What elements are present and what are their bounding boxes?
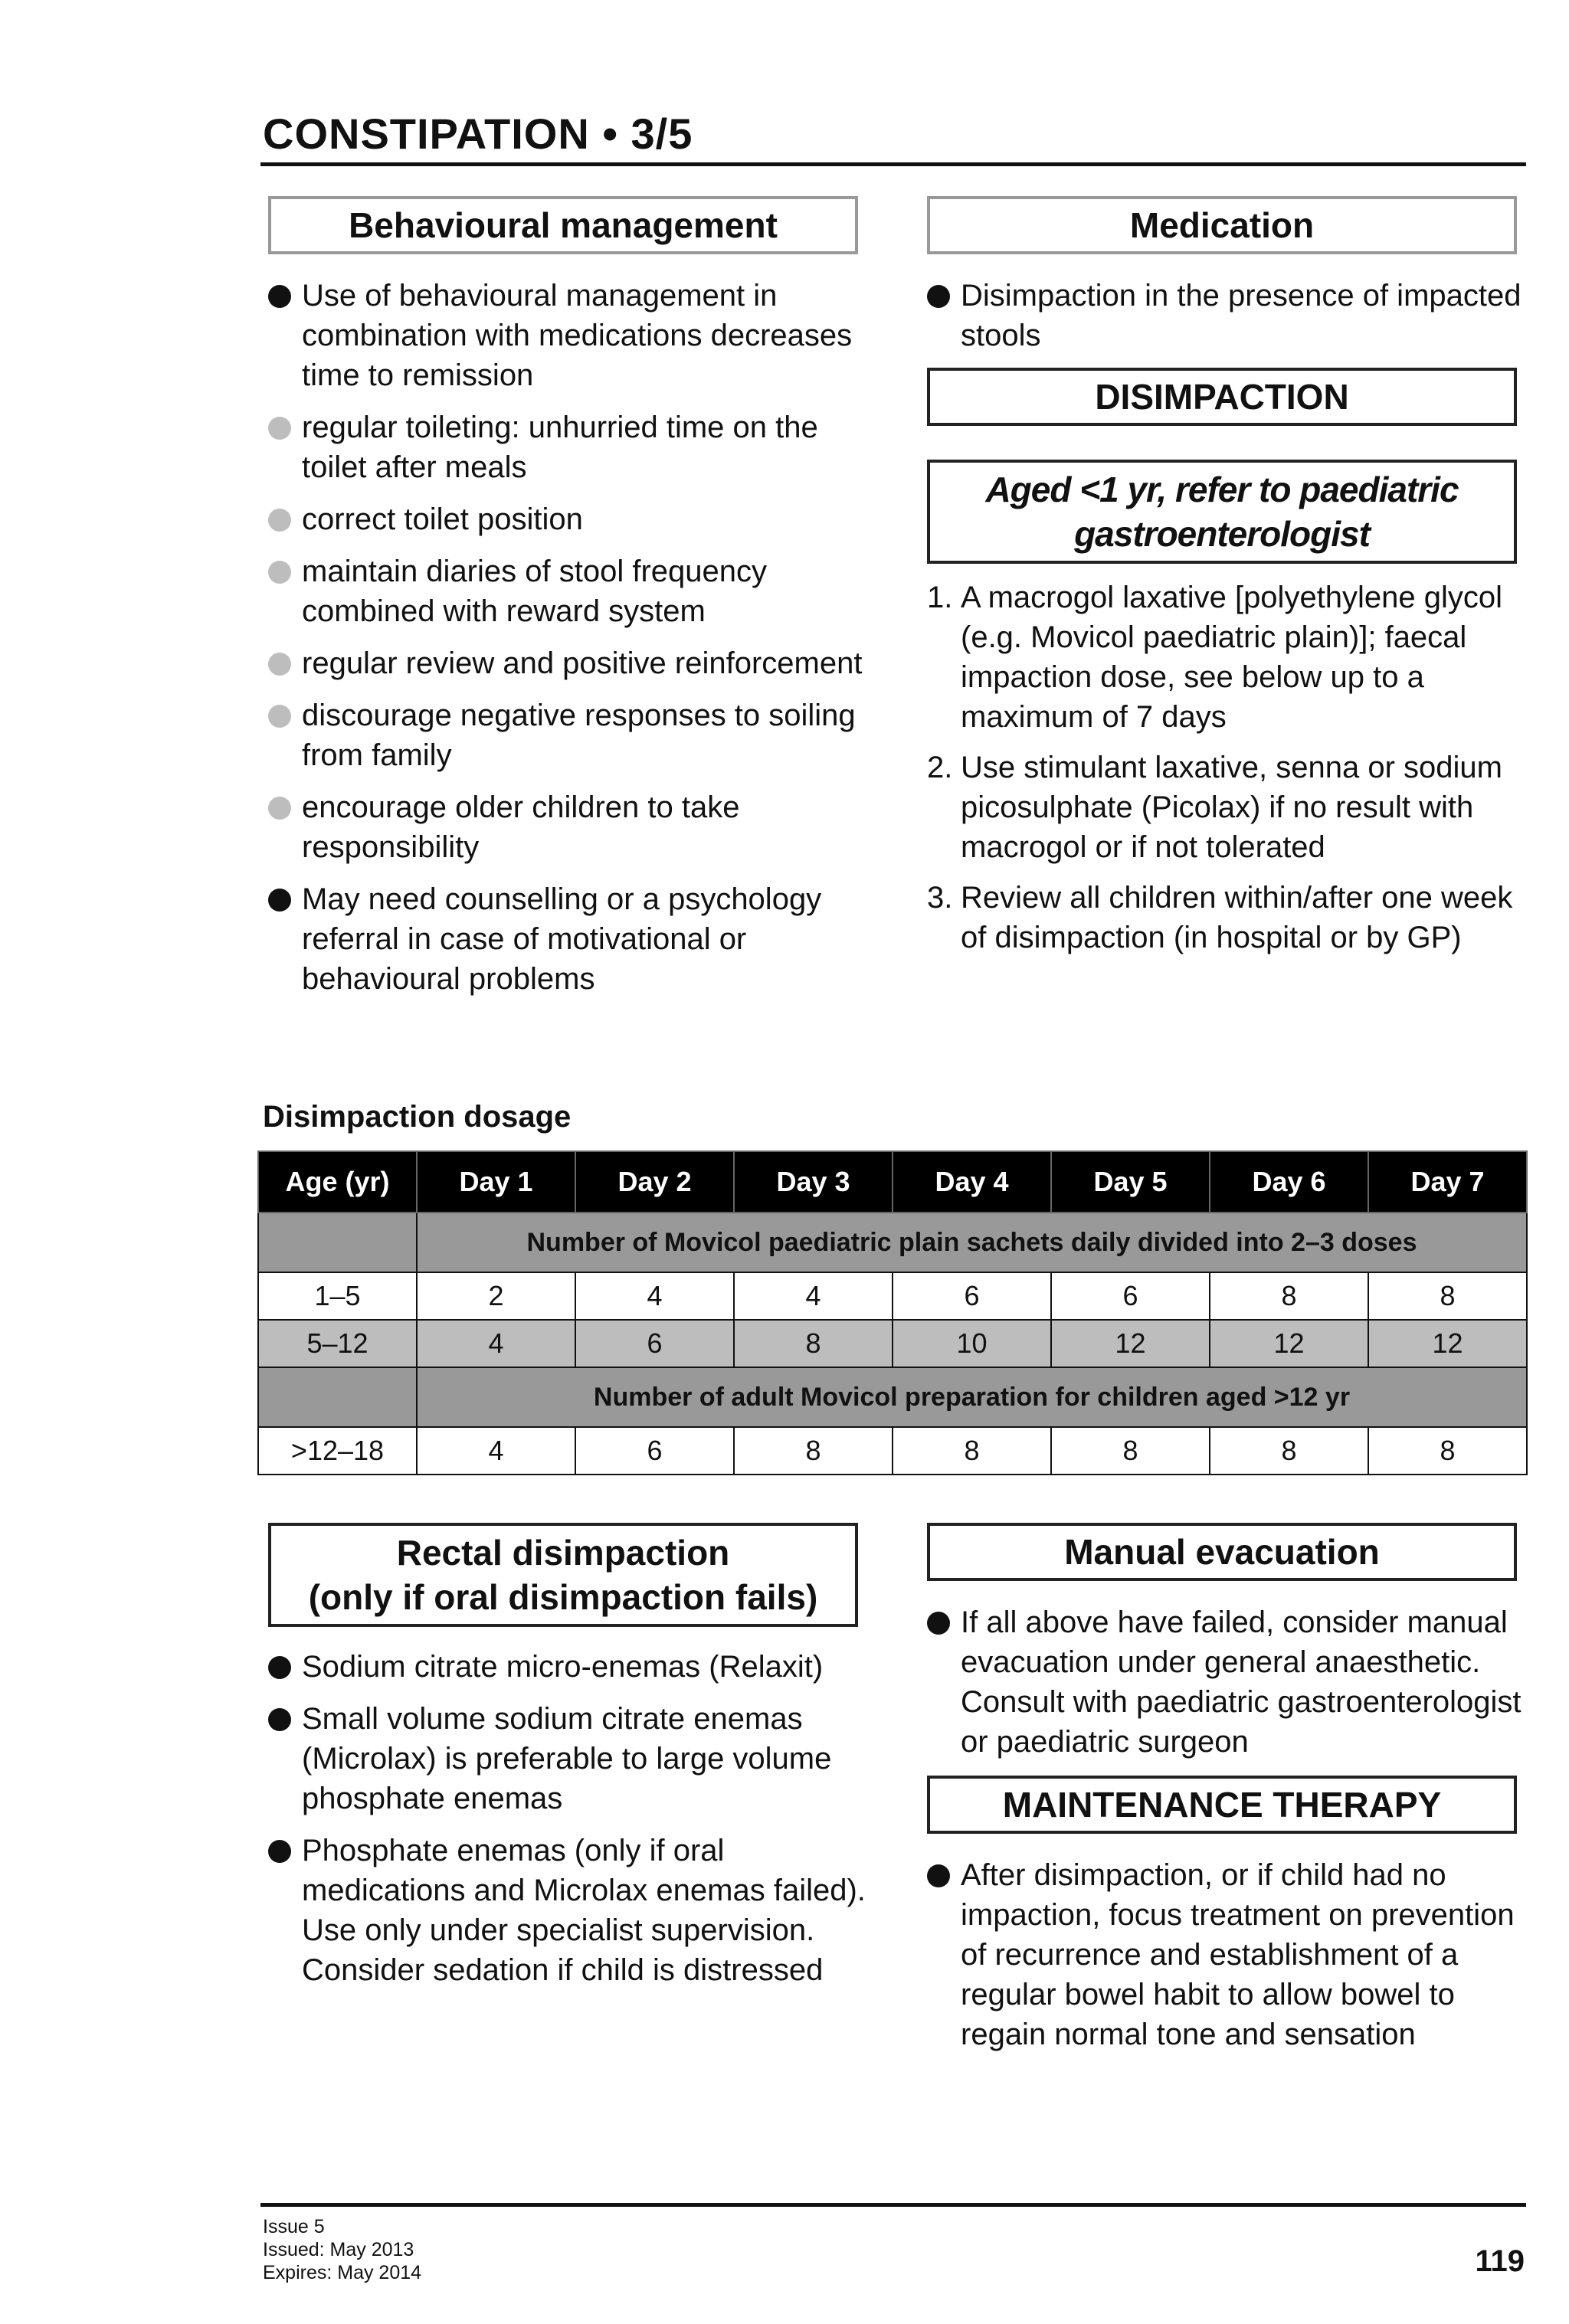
list-item: 2. Use stimulant laxative, senna or sodium picosulphate (Picolax) if no result with macrogol or if not tolerated (927, 751, 1502, 864)
rectal-heading-line1: Rectal disimpaction (396, 1533, 730, 1573)
list-item: Use of behavioural management in combination with medications decreases time to remission (268, 276, 866, 395)
medication-intro-list (927, 276, 1525, 355)
column-header: Day 2 (575, 1151, 734, 1213)
list-item: encourage older children to take responsibility (268, 787, 866, 867)
table-cell: 6 (575, 1320, 734, 1367)
rectal-list (268, 1647, 866, 1990)
table-cell: 12 (1210, 1320, 1368, 1367)
table-cell (258, 1367, 417, 1427)
list-item: regular review and positive reinforcement (268, 643, 866, 683)
behavioural-list (268, 276, 866, 999)
table-cell: 8 (734, 1320, 893, 1367)
list-item: maintain diaries of stool frequency combined with reward system (268, 552, 866, 631)
list-item: 1. A macrogol laxative [polyethylene glycol (e.g. Movicol paediatric plain)]; faecal impaction dose, see below up to a maximum of 7 days (927, 581, 1503, 734)
list-item: Disimpaction in the presence of impacted stools (927, 276, 1525, 355)
list-item: discourage negative responses to soiling from family (268, 696, 866, 775)
table-cell: 2 (417, 1272, 575, 1320)
bullet-icon (268, 509, 291, 532)
table-row (258, 1272, 1527, 1320)
table-cell (258, 1213, 417, 1272)
table-cell: 4 (417, 1427, 575, 1475)
column-header: Day 3 (734, 1151, 893, 1213)
behavioural-heading: Behavioural management (268, 196, 858, 254)
list-item: Phosphate enemas (only if oral medications and Microlax enemas failed). Use only under specialist supervision. Consider sedation if child is distressed (268, 1831, 866, 1990)
column-header: Day 1 (417, 1151, 575, 1213)
column-header: Day 4 (893, 1151, 1051, 1213)
table-cell: 10 (893, 1320, 1051, 1367)
footer-divider (260, 2203, 1526, 2207)
table-cell: 12 (1051, 1320, 1210, 1367)
column-header: Age (yr) (258, 1151, 417, 1213)
dosage-table (257, 1151, 1528, 1475)
page-title: CONSTIPATION • 3/5 (263, 110, 693, 158)
table-cell: 8 (1051, 1427, 1210, 1475)
bullet-icon (268, 285, 291, 308)
manual-section (927, 1523, 1525, 2067)
bullet-icon (268, 653, 291, 676)
bullet-icon (927, 285, 950, 308)
issued-date: Issued: May 2013 (263, 2239, 414, 2260)
bullet-icon (927, 1612, 950, 1635)
maintenance-list (927, 1855, 1525, 2054)
bullet-icon (268, 1656, 291, 1679)
adult-dose-note: Number of adult Movicol preparation for children aged >12 yr (417, 1367, 1527, 1427)
bullet-icon (268, 797, 291, 820)
medication-section (927, 196, 1525, 968)
table-note-row (258, 1367, 1527, 1427)
table-cell: 1–5 (258, 1272, 417, 1320)
list-item: If all above have failed, consider manual evacuation under general anaesthetic. Consult with paediatric gastroenterologist or paediatric surgeon (927, 1602, 1525, 1762)
dosage-title: Disimpaction dosage (263, 1100, 572, 1134)
bullet-icon (268, 705, 291, 728)
bullet-icon (268, 1708, 291, 1731)
bullet-icon (268, 417, 291, 440)
list-item: After disimpaction, or if child had no impaction, focus treatment on prevention of recurrence and establishment of a regular bowel habit to allow bowel to regain normal tone and sensation (927, 1855, 1525, 2054)
list-item: correct toilet position (268, 499, 866, 539)
table-cell: 8 (1368, 1427, 1527, 1475)
title-divider (260, 162, 1526, 166)
table-cell: 4 (734, 1272, 893, 1320)
table-cell: 6 (575, 1427, 734, 1475)
manual-list (927, 1602, 1525, 1762)
medication-heading: Medication (927, 196, 1517, 254)
table-cell: 8 (1368, 1272, 1527, 1320)
list-item: Small volume sodium citrate enemas (Microlax) is preferable to large volume phosphate enemas (268, 1699, 866, 1818)
list-item: 3. Review all children within/after one week of disimpaction (in hospital or by GP) (927, 881, 1513, 954)
list-item: Sodium citrate micro-enemas (Relaxit) (268, 1647, 866, 1687)
disimpaction-heading: DISIMPACTION (927, 368, 1517, 426)
behavioural-section (268, 196, 866, 1011)
issue-number: Issue 5 (263, 2216, 325, 2237)
table-cell: 5–12 (258, 1320, 417, 1367)
expiry-date: Expires: May 2014 (263, 2262, 422, 2283)
table-row (258, 1320, 1527, 1367)
manual-heading: Manual evacuation (927, 1523, 1517, 1581)
column-header: Day 5 (1051, 1151, 1210, 1213)
table-cell: 8 (1210, 1272, 1368, 1320)
table-cell: >12–18 (258, 1427, 417, 1475)
table-cell: 6 (1051, 1272, 1210, 1320)
maintenance-heading: MAINTENANCE THERAPY (927, 1776, 1517, 1834)
table-cell: 4 (575, 1272, 734, 1320)
bullet-icon (927, 1864, 950, 1887)
table-cell: 4 (417, 1320, 575, 1367)
rectal-heading-line2: (only if oral disimpaction fails) (308, 1577, 818, 1617)
paediatric-dose-note: Number of Movicol paediatric plain sachets daily divided into 2–3 doses (417, 1213, 1527, 1272)
disimpaction-steps (927, 578, 1525, 957)
table-cell: 12 (1368, 1320, 1527, 1367)
table-cell: 8 (1210, 1427, 1368, 1475)
table-cell: 8 (734, 1427, 893, 1475)
rectal-section (268, 1523, 866, 2002)
table-note-row (258, 1213, 1527, 1272)
table-cell: 6 (893, 1272, 1051, 1320)
bullet-icon (268, 889, 291, 912)
bullet-icon (268, 561, 291, 584)
table-header-row (258, 1151, 1527, 1213)
bullet-icon (268, 1840, 291, 1863)
page-number: 119 (1475, 2244, 1525, 2278)
footer-meta (263, 2215, 421, 2284)
list-item: regular toileting: unhurried time on the toilet after meals (268, 408, 866, 487)
column-header: Day 6 (1210, 1151, 1368, 1213)
column-header: Day 7 (1368, 1151, 1527, 1213)
list-item: May need counselling or a psychology referral in case of motivational or behavioural problems (268, 879, 866, 999)
table-row (258, 1427, 1527, 1475)
table-cell: 8 (893, 1427, 1051, 1475)
rectal-heading (268, 1523, 858, 1627)
age-referral-note: Aged <1 yr, refer to paediatric gastroenterologist (927, 460, 1517, 564)
